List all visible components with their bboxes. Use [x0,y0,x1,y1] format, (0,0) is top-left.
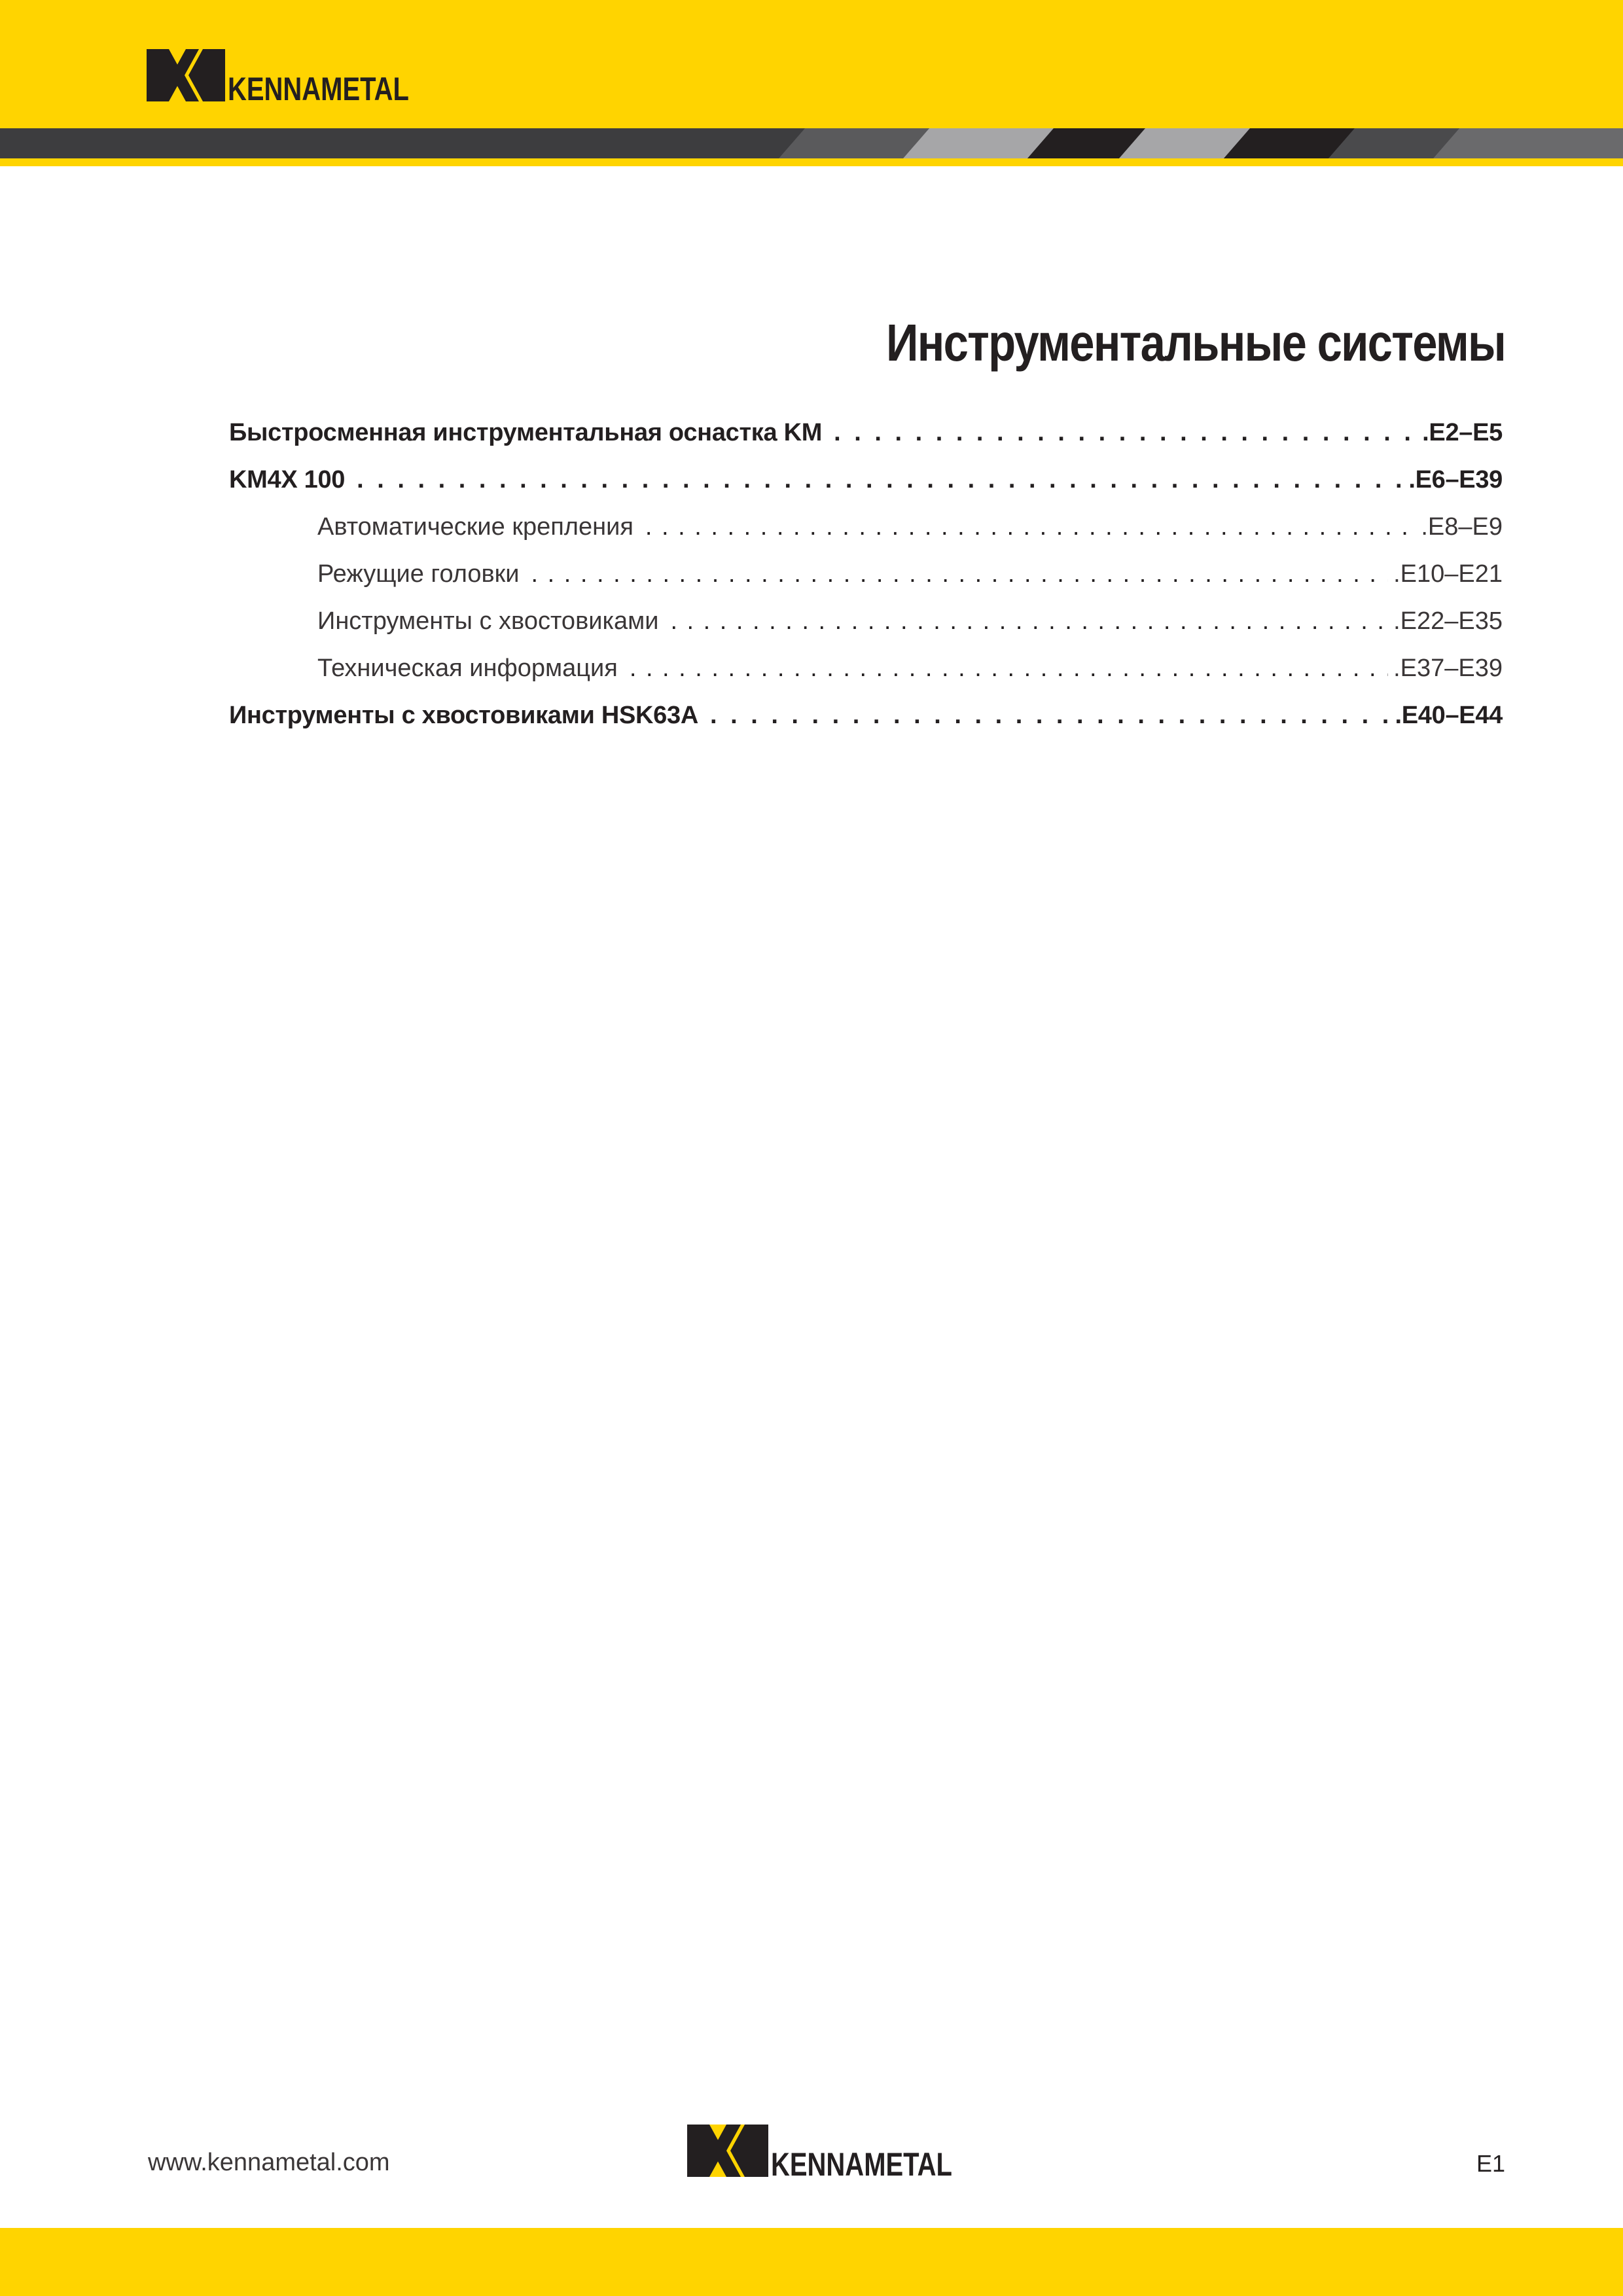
page-number: E1 [1476,2150,1505,2177]
toc-entry[interactable] [229,702,1503,749]
toc-subentry[interactable] [229,607,1503,655]
toc-subentry-label: Автоматические крепления [317,513,633,541]
table-of-contents [229,419,1503,749]
toc-entry-label: Инструменты с хвостовиками HSK63A [229,702,698,729]
toc-entry[interactable] [229,466,1503,513]
toc-subentry[interactable] [229,513,1503,560]
toc-subentry-pages: .E8–E9 [1421,513,1503,541]
toc-subentry-label: Инструменты с хвостовиками [317,607,659,635]
kennametal-wordmark: KENNAMETAL [228,70,409,101]
toc-entry-label: KM4X 100 [229,466,346,493]
toc-dot-leader [357,466,1403,494]
toc-subentry-pages: .E10–E21 [1393,560,1503,588]
toc-subentry-label: Режущие головки [317,560,520,588]
toc-entry[interactable] [229,419,1503,466]
toc-entry-pages: .E40–E44 [1395,702,1503,729]
footer-band [0,2228,1623,2296]
toc-dot-leader [710,702,1390,730]
toc-subentry[interactable] [229,655,1503,702]
kennametal-footer-wordmark: KENNAMETAL [771,2145,952,2178]
kennametal-k-logo-icon [147,49,225,101]
toc-subentry-pages: .E37–E39 [1393,655,1503,682]
kennametal-footer-logo [687,2123,962,2178]
page-title: Инструментальные системы [885,314,1505,372]
toc-subentry-pages: .E22–E35 [1393,607,1503,635]
toc-dot-leader [670,607,1388,636]
toc-entry-label: Быстросменная инструментальная оснастка KM [229,419,823,446]
decorative-stripe-bar [0,128,1623,158]
toc-dot-leader [834,419,1417,447]
website-link[interactable]: www.kennametal.com [148,2149,390,2176]
toc-dot-leader [645,513,1416,541]
toc-dot-leader [630,655,1388,683]
toc-dot-leader [531,560,1389,588]
kennametal-logo [147,49,421,101]
toc-subentry[interactable] [229,560,1503,607]
header-yellow-rule [0,158,1623,166]
toc-entry-pages: .E2–E5 [1422,419,1503,446]
kennametal-k-logo-icon [687,2125,768,2177]
toc-subentry-label: Техническая информация [317,655,618,682]
toc-entry-pages: .E6–E39 [1408,466,1503,493]
